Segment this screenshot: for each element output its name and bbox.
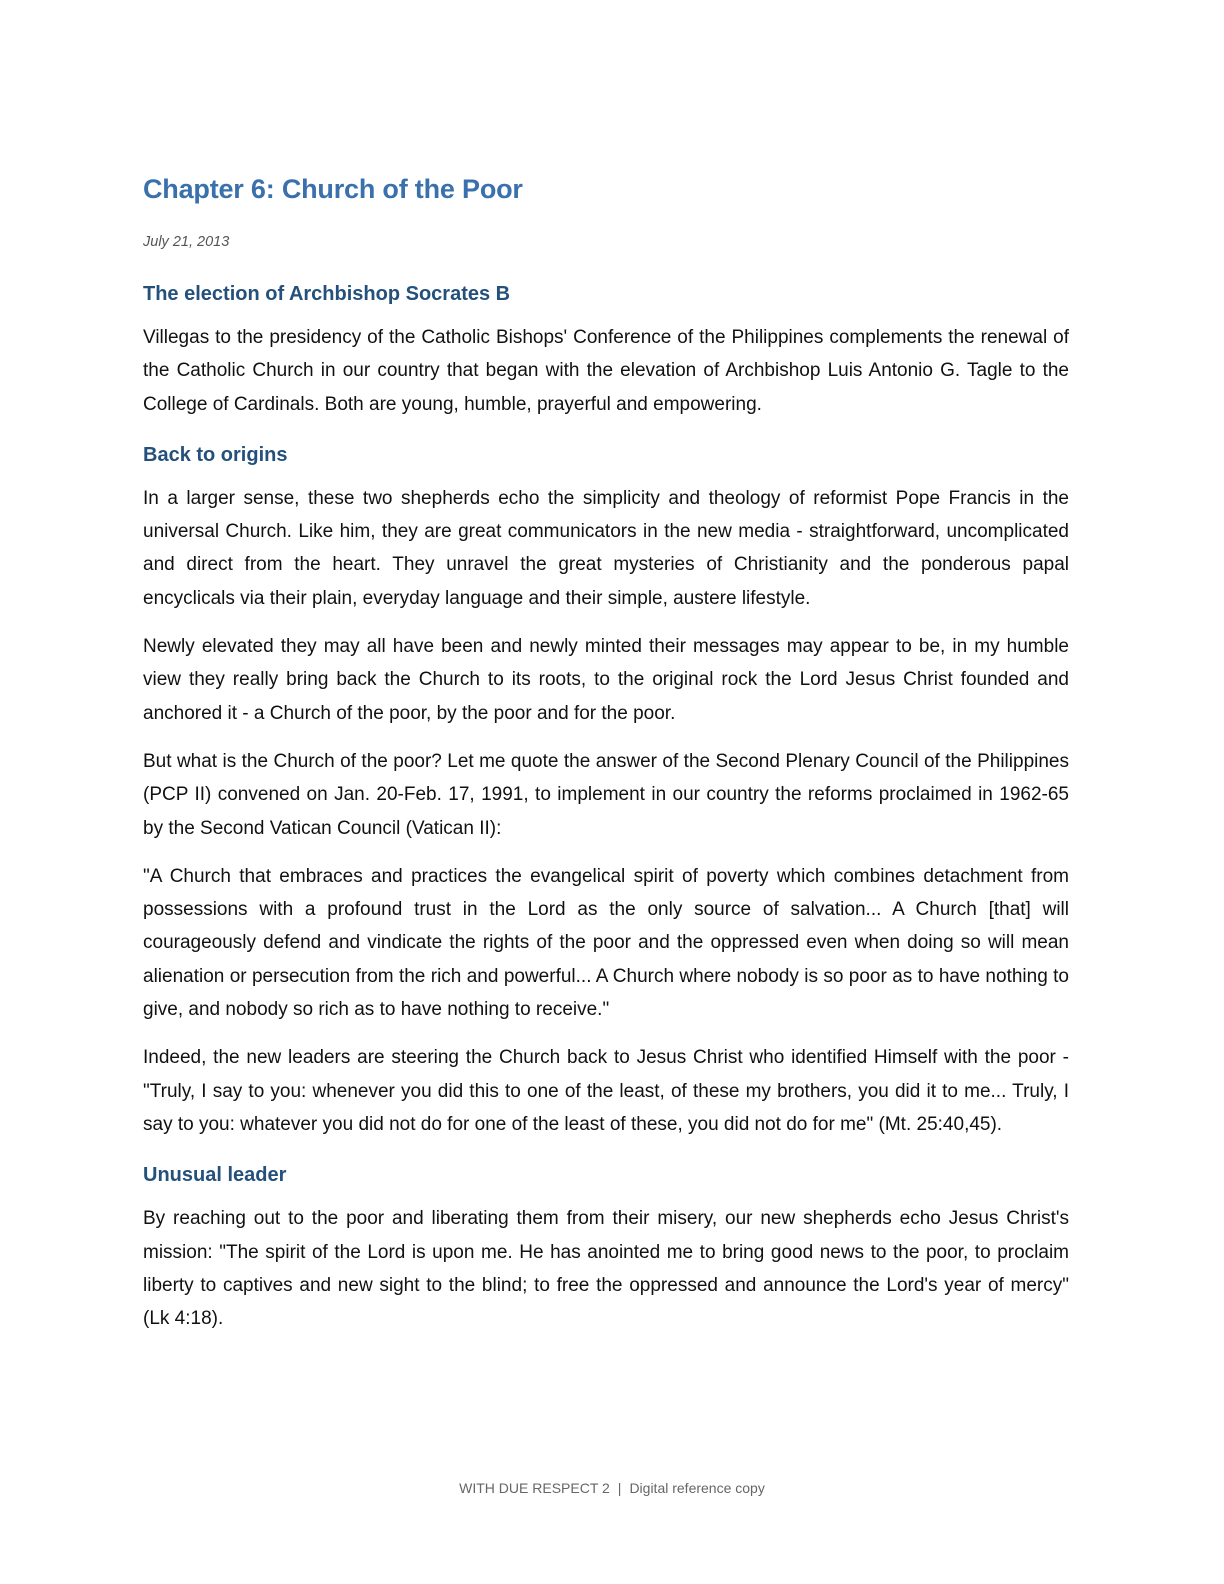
section-heading: Back to origins <box>143 443 288 466</box>
chapter-title: Chapter 6: Church of the Poor <box>143 174 523 204</box>
footer-note: Digital reference copy <box>629 1480 765 1496</box>
paragraph: Villegas to the presidency of the Catholic Bishops' Conference of the Philippines complements the renewal of the Catholic Church in our country that began with the elevation of Archbishop Luis Antonio G. Tagle to the College of Cardinals. Both are young, humble, prayerful and empowering. <box>143 327 1069 415</box>
paragraph: But what is the Church of the poor? Let me quote the answer of the Second Plenary Council of the Philippines (PCP II) convened on Jan. 20-Feb. 17, 1991, to implement in our country the reforms proclaimed in 1962-65 by the Second Vatican Council (Vatican II): <box>143 750 1069 839</box>
paragraph: Newly elevated they may all have been and newly minted their messages may appear to be, in my humble view they really bring back the Church to its roots, to the original rock the Lord Jesus Christ founded and anchored it - a Church of the poor, by the poor and for the poor. <box>143 636 1069 724</box>
page-footer <box>0 1478 1224 1498</box>
section-heading: Unusual leader <box>143 1164 287 1187</box>
paragraph: In a larger sense, these two shepherds echo the simplicity and theology of reformist Pope Francis in the universal Church. Like him, they are great communicators in the new media - straightforward, uncomplicated and direct from the heart. They unravel the great mysteries of Christianity and the ponderous papal encyclicals via their plain, everyday language and their simple, austere lifestyle. <box>143 487 1069 609</box>
publish-date: July 21, 2013 <box>143 234 230 250</box>
paragraph: Indeed, the new leaders are steering the Church back to Jesus Christ who identified Himself with the poor - "Truly, I say to you: whenever you did this to one of the least, of these my brothers, you did it to me... Truly, I say to you: whatever you did not do for one of the least of these, you did not do for me" (Mt. 25:40,45). <box>143 1047 1069 1135</box>
footer-book-title: WITH DUE RESPECT 2 <box>459 1480 610 1496</box>
footer-separator: | <box>617 1480 622 1496</box>
paragraph: By reaching out to the poor and liberating them from their misery, our new shepherds echo Jesus Christ's mission: "The spirit of the Lord is upon me. He has anointed me to bring good news to the poor, to proclaim liberty to captives and new sight to the blind; to free the oppressed and announce the Lord's year of mercy" (Lk 4:18). <box>143 1208 1069 1330</box>
document-page <box>143 168 1069 1335</box>
section-heading: The election of Archbishop Socrates B <box>143 283 511 305</box>
quote-paragraph: "A Church that embraces and practices the evangelical spirit of poverty which combines detachment from possessions with a profound trust in the Lord as the only source of salvation... A Church [that] will courageously defend and vindicate the rights of the poor and the oppressed even when doing so will mean alienation or persecution from the rich and powerful... A Church where nobody is so poor as to have nothing to give, and nobody so rich as to have nothing to receive." <box>143 865 1069 1021</box>
